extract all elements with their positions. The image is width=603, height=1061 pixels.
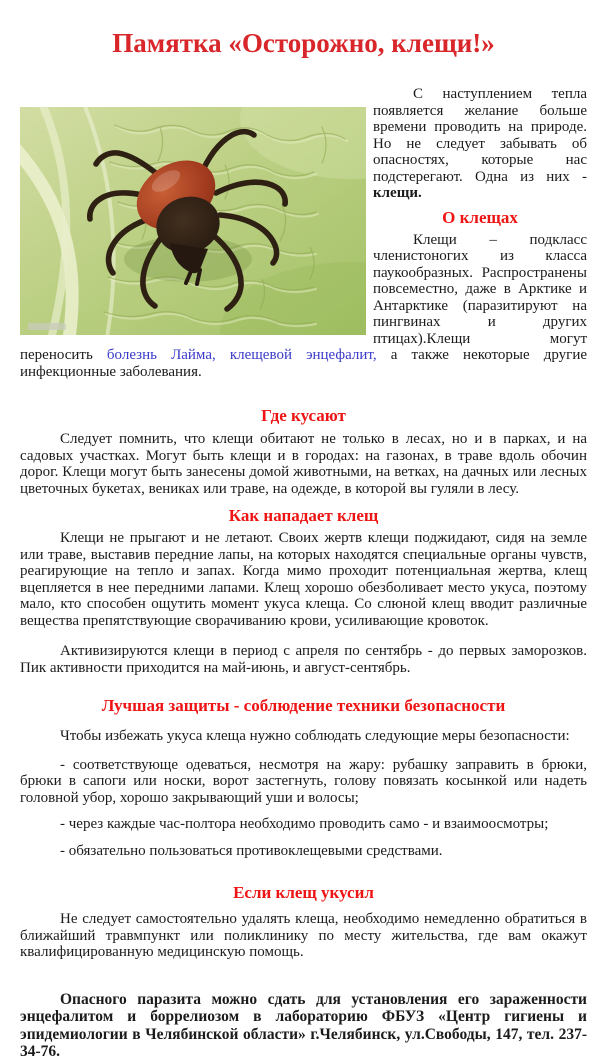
section-heading-if-bitten: Если клещ укусил [233, 883, 374, 902]
safety-measure-item: - обязательно пользоваться противоклещевыми средствами. [60, 842, 443, 859]
attack-paragraph-2: Активизируются клещи в период с апреля по сентябрь - до первых заморозков. Пик активности приходится на май-июнь, и август-сентябрь. [20, 643, 587, 676]
lab-info-paragraph: Опасного паразита можно сдать для установления его зараженности энцефалитом и боррелиозом в лабораторию ФБУЗ «Центр гигиены и эпидемиологии в Челябинской области» г.Челябинск, ул.Свободы, 147, тел. 237-34-76. [20, 990, 587, 1060]
section-heading-about-ticks: О клещах [442, 207, 518, 227]
memo-page [0, 28, 603, 1061]
protection-intro: Чтобы избежать укуса клеща нужно соблюдать следующие меры безопасности: [60, 728, 570, 744]
section-heading-attack: Как нападает клещ [228, 506, 379, 525]
where-bite-paragraph: Следует помнить, что клещи обитают не только в лесах, но и в парках, и на садовых участках. Могут быть клещи и в городах: на газонах, в траве вдоль обочин дорог. Клещи могут быть занесены домой животными, на ветках, на дачных или лесных цветочных букетах, вениках или траве, на одежде, в которой вы гуляли в лесу. [20, 431, 587, 497]
section-heading-protection: Лучшая защиты - соблюдение техники безопасности [101, 696, 506, 715]
intro-bold-ticks: клещи. [373, 185, 422, 201]
about-text-1: Клещи – подкласс членистоногих из класса паукообразных. Распространены повсеместно, даже в Арктике и Антарктике (паразитируют на пингвинах и других птицах).Клещи могут переносить [20, 231, 587, 363]
intro-text: С наступлением тепла появляется желание больше времени проводить на природе. Но не следует забывать об опасностях, которые нас подстерегают. Одна из них - [373, 86, 587, 185]
tick-photo [20, 107, 366, 335]
photo-watermark [28, 323, 66, 330]
tick-on-leaf-illustration [20, 107, 366, 335]
if-bitten-paragraph: Не следует самостоятельно удалять клеща, необходимо немедленно обратиться в ближайший травмпункт или поликлинику по месту жительства, где вам окажут квалифицированную медицинскую помощь. [20, 911, 587, 960]
lyme-disease-link[interactable]: болезнь Лайма, [106, 347, 216, 363]
tick-encephalitis-link[interactable]: клещевой энцефалит, [229, 347, 377, 363]
about-text-2 [216, 347, 230, 363]
about-text-3: а также некоторые другие инфекционные заболевания. [20, 347, 588, 380]
attack-paragraph-1: Клещи не прыгают и не летают. Своих жертв клещи поджидают, сидя на земле или траве, выставив передние лапы, на которых находятся специальные органы чувств, реагирующие на тепло и запах. Когда мимо проходит потенциальная жертва, клещ вцепляется в нее передними лапами. Клещ хорошо обезболивает место укуса, поэтому мало, кто способен ощутить момент укуса клеща. Со слюной клещ вводит различные вещества препятствующие сворачиванию крови, усиливающие кровоток. [20, 530, 587, 629]
safety-measure-item: - через каждые час-полтора необходимо проводить само - и взаимоосмотры; [60, 816, 549, 832]
page-title: Памятка «Осторожно, клещи!» [112, 28, 495, 58]
memo-body [20, 86, 587, 1061]
section-heading-where-bite: Где кусают [261, 406, 346, 425]
safety-measure-item: - соответствующе одеваться, несмотря на жару: рубашку заправить в брюки, брюки в сапоги или носки, ворот застегнуть, голову повязать косынкой или надеть головной убор, хорошо закрывающий уши и волосы; [20, 756, 587, 806]
